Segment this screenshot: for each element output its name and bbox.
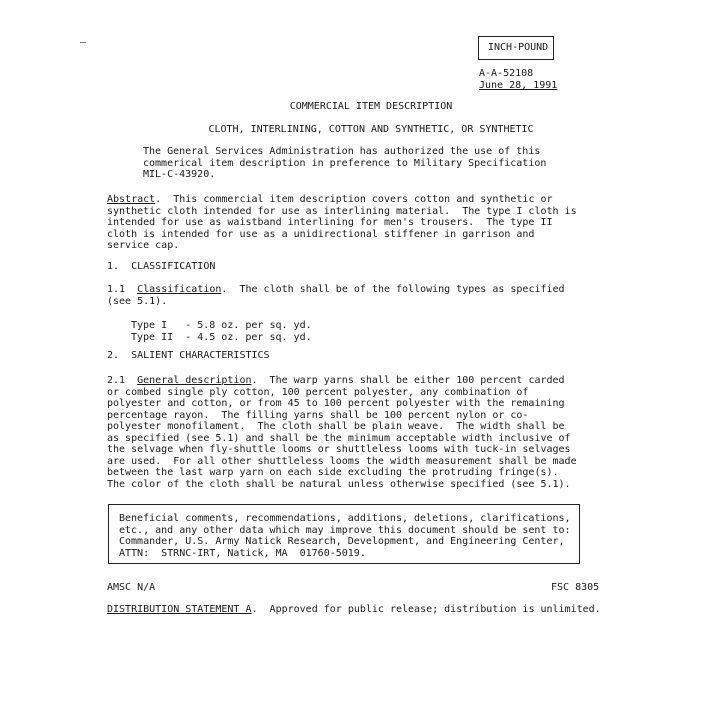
comments-line: Beneficial comments, recommendations, additions, deletions, clarifications, <box>119 513 571 524</box>
classification-number: 1.1 <box>107 284 138 295</box>
general-description-line: as specified (see 5.1) and shall be the minimum acceptable width inclusive of <box>107 432 571 444</box>
distribution-label: DISTRIBUTION STATEMENT A <box>107 604 252 615</box>
type-list <box>131 320 312 343</box>
authorization-line: The General Services Administration has authorized the use of this <box>143 146 541 157</box>
classification-label: Classification <box>137 284 222 295</box>
abstract-label: Abstract <box>107 194 156 205</box>
general-description-paragraph <box>107 375 577 490</box>
type-item: Type II - 4.5 oz. per sq. yd. <box>131 331 312 343</box>
document-id: A-A-52108 <box>479 68 534 79</box>
inch-pound-label: INCH-POUND <box>488 42 549 53</box>
classification-first-line <box>107 284 565 296</box>
classification-paragraph <box>107 284 565 307</box>
abstract-line: intended for use as waistband interlining for men's trousers. The type II <box>107 217 553 228</box>
authorization-paragraph <box>143 146 546 181</box>
abstract-paragraph <box>107 194 577 252</box>
comments-line: Commander, U.S. Army Natick Research, Development, and Engineering Center, <box>119 536 565 547</box>
general-description-line: percentage rayon. The filling yarns shall be 100 percent nylon or co- <box>107 409 529 421</box>
general-description-text: . The warp yarns shall be either 100 percent carded <box>251 375 565 386</box>
comments-box <box>108 504 580 564</box>
classification-line: (see 5.1). <box>107 295 168 307</box>
abstract-line: cloth is intended for use as a unidirectional stiffener in garrison and <box>107 228 535 240</box>
general-description-line: polyester and cotton, or from 45 to 100 percent polyester with the remaining <box>107 398 565 409</box>
general-description-line: the selvage when fly-shuttle looms or shuttleless looms with tuck-in selvages <box>107 444 571 455</box>
authorization-line: commerical item description in preference to Military Specification <box>143 157 547 169</box>
section-1-heading: 1. CLASSIFICATION <box>107 261 216 272</box>
general-description-line: between the last warp yarn on each side excluding the protruding fringe(s). <box>107 467 559 478</box>
distribution-text: . Approved for public release; distribution is unlimited. <box>251 604 601 615</box>
amsc-code: AMSC N/A <box>107 582 156 593</box>
comments-line: ATTN: STRNC-IRT, Natick, MA 01760-5019. <box>119 547 366 559</box>
document-date: June 28, 1991 <box>479 80 558 91</box>
abstract-line: service cap. <box>107 240 180 251</box>
section-2-heading: 2. SALIENT CHARACTERISTICS <box>107 350 270 361</box>
scan-artifact <box>80 42 86 43</box>
abstract-first-line <box>107 194 577 206</box>
fsc-code: FSC 8305 <box>551 582 600 593</box>
type-item: Type I - 5.8 oz. per sq. yd. <box>131 320 312 331</box>
general-description-line: polyester monofilament. The cloth shall be plain weave. The width shall be <box>107 421 565 432</box>
general-description-line: The color of the cloth shall be natural unless otherwise specified (see 5.1). <box>107 478 571 490</box>
inch-pound-stamp <box>478 36 554 60</box>
general-description-first-line <box>107 375 577 387</box>
classification-text: . The cloth shall be of the following types as specified <box>221 284 565 295</box>
document-subject-title: CLOTH, INTERLINING, COTTON AND SYNTHETIC, OR SYNTHETIC <box>208 124 534 135</box>
comments-text <box>119 513 571 559</box>
abstract-line: synthetic cloth intended for use as interlining material. The type I cloth is <box>107 205 577 217</box>
general-description-line: are used. For all other shuttleless looms the width measurement shall be made <box>107 455 577 467</box>
comments-line: etc., and any other data which may improve this document should be sent to: <box>119 524 571 536</box>
general-description-line: or combed single ply cotton, 100 percent polyester, any combination of <box>107 386 529 398</box>
authorization-line: MIL-C-43920. <box>143 169 216 180</box>
distribution-statement <box>107 604 601 616</box>
general-description-label: General description <box>137 375 252 386</box>
document-type-title: COMMERCIAL ITEM DESCRIPTION <box>289 101 453 112</box>
general-description-number: 2.1 <box>107 375 138 386</box>
abstract-first-line-text: . This commercial item description covers cotton and synthetic or <box>155 194 553 205</box>
